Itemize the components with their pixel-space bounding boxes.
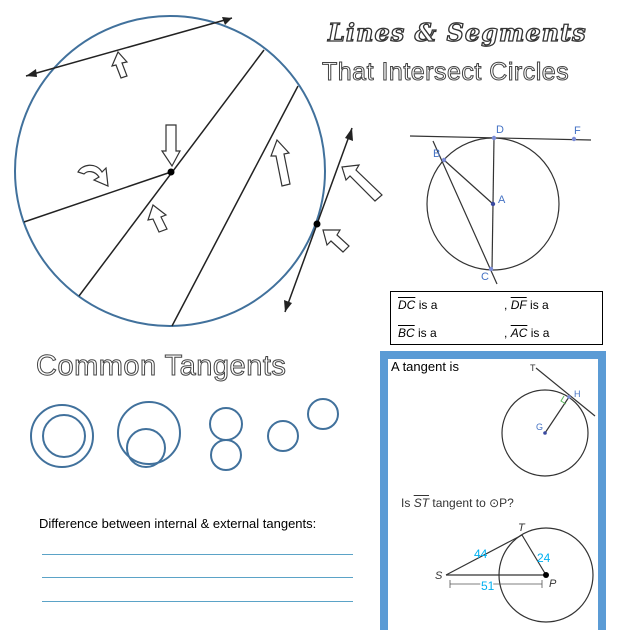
segment-st-label: $\overline{ST}$ bbox=[413, 496, 430, 510]
point-g-label: G bbox=[536, 422, 544, 432]
secant-line bbox=[26, 18, 232, 76]
questions-box bbox=[390, 291, 603, 345]
tangent-circle-small bbox=[268, 421, 298, 451]
tangent-circle-small bbox=[308, 399, 338, 429]
question-prefix: Is bbox=[401, 496, 411, 510]
question-row bbox=[398, 326, 437, 340]
segment-df-label: $\overline{DF}$ bbox=[510, 298, 527, 312]
question-text: is a bbox=[418, 326, 437, 340]
point-p-label: P bbox=[549, 578, 557, 590]
tangent-circle-top bbox=[210, 408, 242, 440]
secant-bc bbox=[433, 141, 497, 284]
label-d: D bbox=[496, 124, 504, 136]
segment-dc-label: $\overline{DC}$ bbox=[398, 298, 416, 312]
arrow-icon bbox=[148, 205, 167, 232]
center-point bbox=[168, 169, 175, 176]
point-h-label: H bbox=[574, 389, 581, 399]
comma: , bbox=[504, 298, 508, 312]
question-row bbox=[504, 298, 549, 312]
chord-line bbox=[172, 86, 298, 326]
point-t-label: T bbox=[530, 363, 536, 373]
arrow-icon bbox=[112, 52, 127, 78]
arrow-icon bbox=[162, 125, 180, 166]
question-suffix: tangent to ⊙P? bbox=[432, 496, 514, 510]
page-subtitle: That Intersect Circles bbox=[322, 58, 570, 86]
question-row bbox=[504, 326, 549, 340]
tangent-panel-inner bbox=[388, 359, 598, 630]
tangent-line bbox=[285, 128, 352, 312]
tangent-df bbox=[410, 136, 591, 140]
answer-line bbox=[42, 601, 353, 602]
label-a: A bbox=[498, 194, 506, 206]
label-b: B bbox=[433, 148, 441, 160]
tangent-point bbox=[314, 221, 321, 228]
arrow-icon bbox=[323, 230, 349, 252]
question-row bbox=[398, 298, 437, 312]
length-st: 44 bbox=[474, 547, 488, 561]
tangent-circle-bottom bbox=[211, 440, 241, 470]
tangent-panel bbox=[380, 351, 606, 630]
tangent-diagram bbox=[388, 359, 598, 630]
segment-bc-label: $\overline{BC}$ bbox=[398, 326, 415, 340]
curved-arrow-icon bbox=[78, 165, 108, 186]
difference-label: Difference between internal & external tangents: bbox=[39, 516, 317, 531]
length-sp: 51 bbox=[481, 579, 495, 593]
comma: , bbox=[504, 326, 508, 340]
tangent-circle-inner bbox=[127, 429, 165, 467]
length-tp: 24 bbox=[537, 551, 551, 565]
page-title: Lines & Segments bbox=[328, 18, 587, 47]
answer-line bbox=[42, 577, 353, 578]
point-s-label: S bbox=[435, 570, 443, 582]
label-c: C bbox=[481, 271, 489, 283]
common-tangents-title: Common Tangents bbox=[36, 350, 287, 382]
point-t2-label: T bbox=[518, 522, 525, 534]
question-text: is a bbox=[530, 326, 550, 340]
question-text: is a bbox=[530, 298, 549, 312]
tangent-definition-label: A tangent is bbox=[391, 359, 459, 374]
tangent-circle-inner bbox=[43, 415, 85, 457]
tangent-question bbox=[401, 496, 514, 510]
arrow-icon bbox=[271, 140, 290, 186]
arrow-icon bbox=[342, 165, 382, 201]
answer-line bbox=[42, 554, 353, 555]
segment-ac-label: $\overline{AC}$ bbox=[510, 326, 528, 340]
question-text: is a bbox=[418, 298, 438, 312]
label-f: F bbox=[574, 125, 581, 137]
